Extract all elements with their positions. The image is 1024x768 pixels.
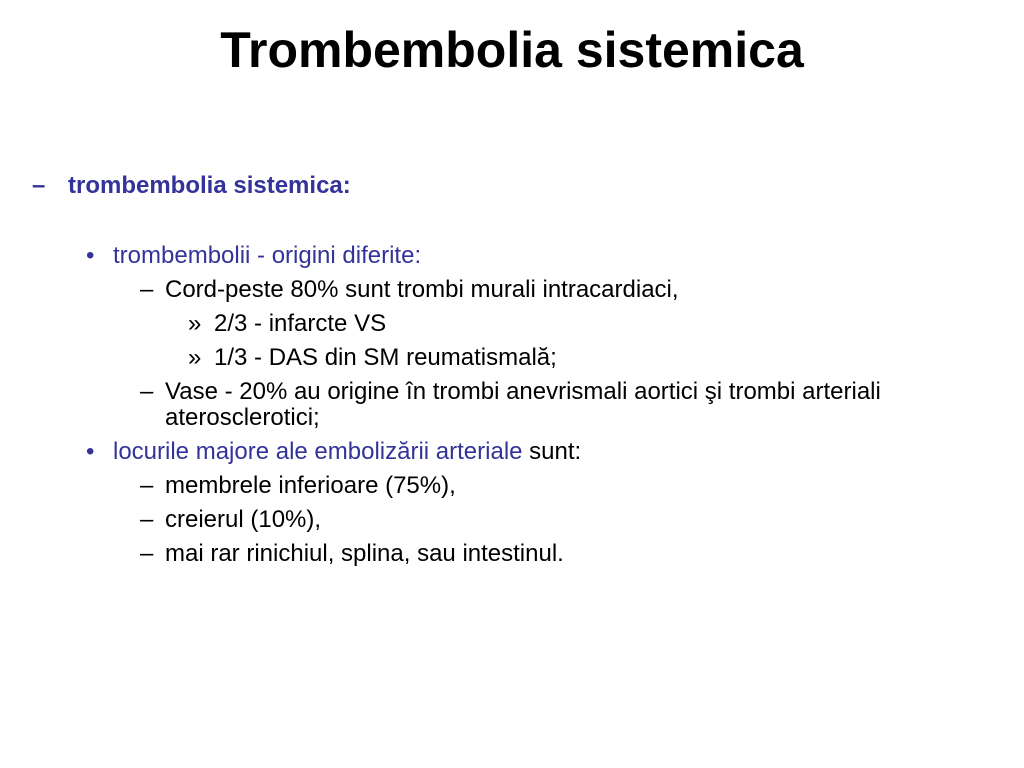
list-item-highlight: locurile majore ale embolizării arteriale (113, 438, 523, 465)
list-item-text: 2/3 - infarcte VS (214, 310, 387, 337)
dash-marker: – (140, 378, 154, 405)
list-item-text: creierul (10%), (165, 506, 322, 533)
sub-marker: » (188, 344, 202, 371)
list-item-text: membrele inferioare (75%), (165, 472, 456, 499)
list-item-text: Cord-peste 80% sunt trombi murali intracardiaci, (165, 276, 679, 303)
list-item-text: Vase - 20% au origine în trombi anevrismali aortici şi trombi arteriali (165, 378, 881, 405)
dash-marker: – (140, 276, 154, 303)
bullet-marker: • (86, 242, 95, 269)
list-item-text: 1/3 - DAS din SM reumatismală; (214, 344, 557, 371)
list-item-text: mai rar rinichiul, splina, sau intestinul. (165, 540, 564, 567)
dash-marker: – (140, 540, 154, 567)
dash-marker: – (140, 506, 154, 533)
list-item-text: trombembolii - origini diferite: (113, 242, 422, 269)
bullet-marker: • (86, 438, 95, 465)
list-item-text (113, 438, 581, 466)
slide-title: Trombembolia sistemica (220, 22, 804, 78)
dash-marker: – (140, 472, 154, 499)
list-item-rest: sunt: (522, 438, 582, 465)
dash-marker: – (32, 172, 46, 199)
list-item-vase-continued: aterosclerotici; (165, 404, 320, 431)
sub-marker: » (188, 310, 202, 337)
section-heading-text: trombembolia sistemica: (68, 172, 351, 199)
